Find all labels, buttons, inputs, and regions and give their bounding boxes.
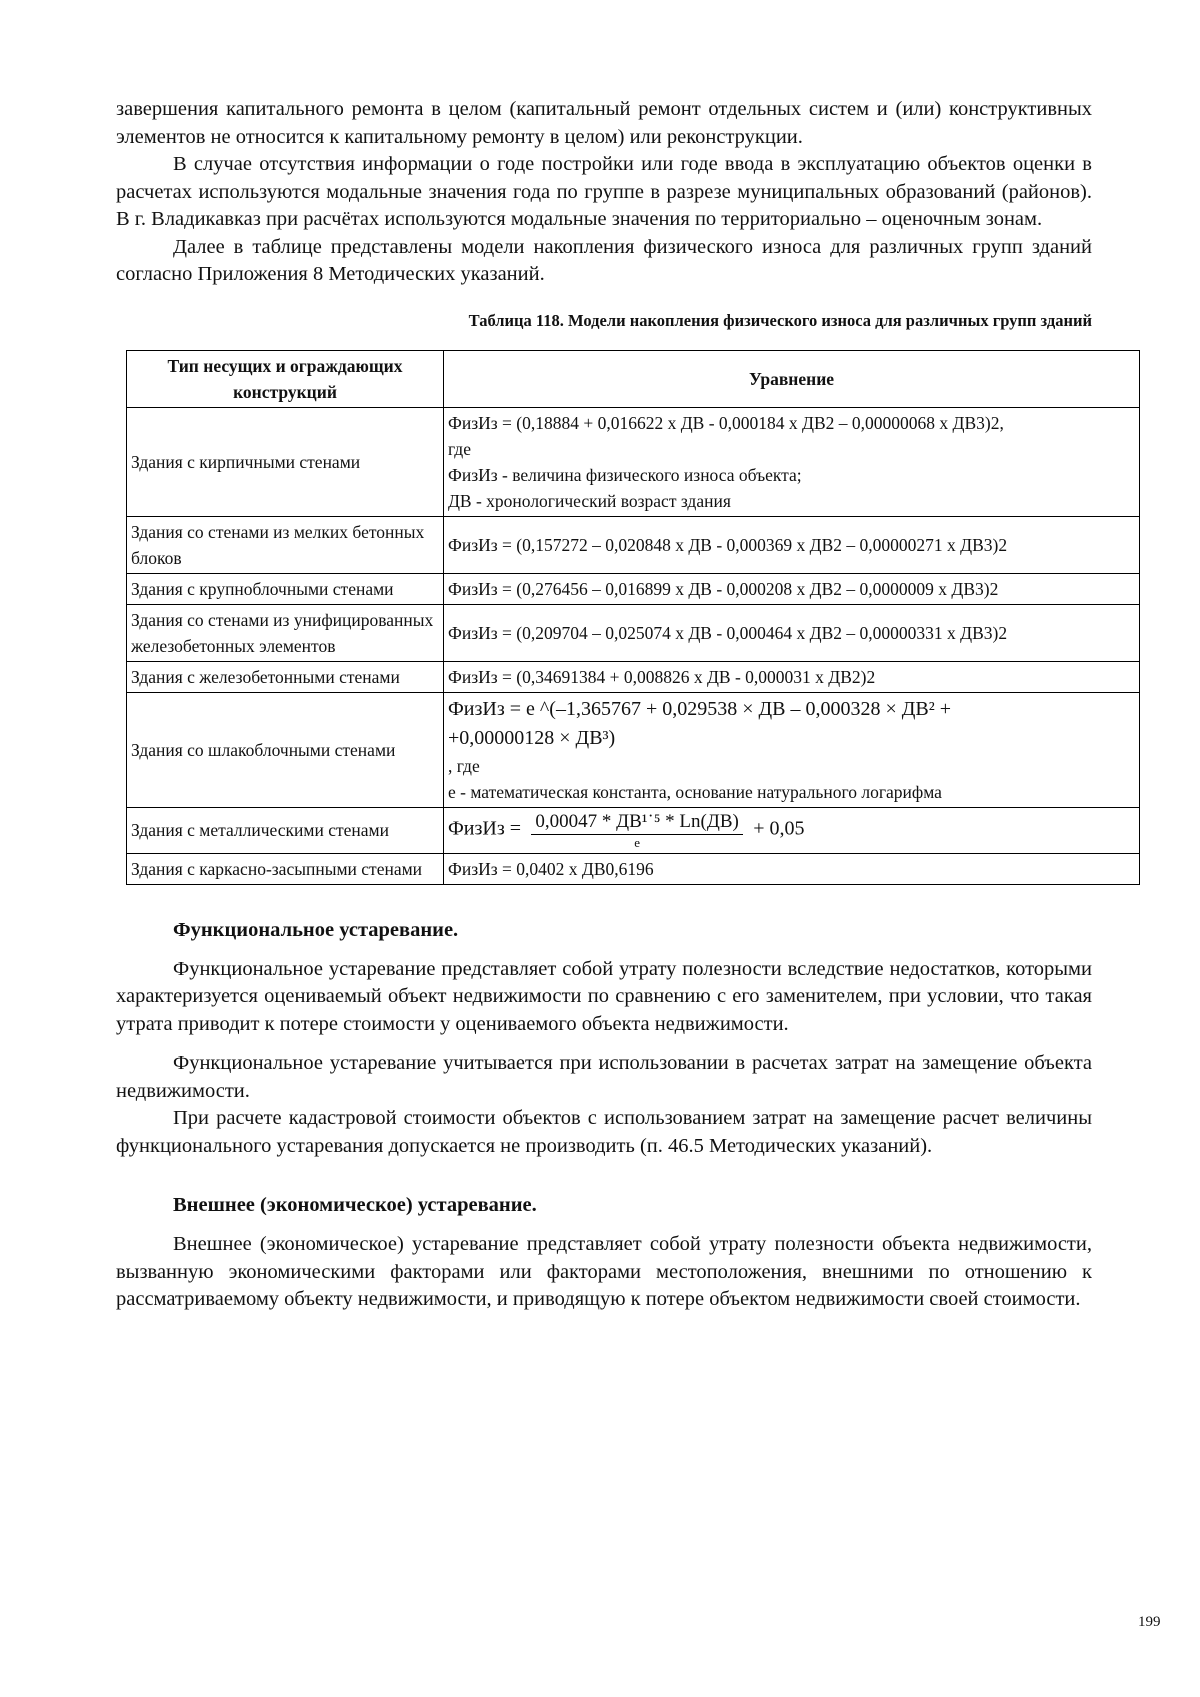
formula-line: e - математическая константа, основание натурального логарифма <box>448 781 942 802</box>
formula-line: ФизИз - величина физического износа объекта; <box>448 464 802 485</box>
formula-line: , где <box>448 755 480 776</box>
formula-line: ФизИз = (0,18884 + 0,016622 х ДВ - 0,000184 х ДВ2 – 0,00000068 х ДВ3)2, <box>448 412 1004 433</box>
row-type-cell: Здания со стенами из унифицированных железобетонных элементов <box>127 604 444 661</box>
page-number: 199 <box>1138 1614 1161 1630</box>
formula-line: ФизИз = e ^(–1,365767 + 0,029538 × ДВ – 0,000328 × ДВ² + <box>448 697 952 720</box>
paragraph: Функциональное устаревание представляет собой утрату полезности вследствие недостатков, которыми характеризуется оцениваемый объект недвижимости по сравнению с его заменителем, при условии, что такая утрата приводит к потере стоимости у оцениваемого объекта недвижимости. <box>116 957 1092 1035</box>
table-row <box>127 807 1140 853</box>
header-construction-type: Тип несущих и ограждающих конструкций <box>127 350 444 407</box>
paragraph-modal-values: В случае отсутствия информации о годе постройки или годе ввода в эксплуатацию объектов оценки в расчетах используются модальные значения года по группе в разрезе муниципальных образований (районов). В г. Владикавказ при расчётах используются модальные значения по территориально – оценочным зонам. <box>116 153 1092 230</box>
formula-rhs: + 0,05 <box>753 817 805 840</box>
paragraph: Функциональное устаревание учитывается при использовании в расчетах затрат на замещение объекта недвижимости. <box>116 1052 1092 1102</box>
paragraph: Внешнее (экономическое) устаревание представляет собой утрату полезности объекта недвижимости, вызванную экономическими факторами или факторами местоположения, внешними по отношению к рассматриваемому объекту недвижимости, и приводящую к потере объектом недвижимости своей стоимости. <box>116 1233 1092 1310</box>
formula-line: ДВ - хронологический возраст здания <box>448 490 731 511</box>
row-formula-cell <box>444 407 1140 516</box>
table-row <box>127 692 1140 807</box>
table-row <box>127 407 1140 516</box>
row-formula-cell: ФизИз = (0,157272 – 0,020848 х ДВ - 0,000369 х ДВ2 – 0,00000271 х ДВ3)2 <box>444 516 1140 573</box>
fraction-denominator: e <box>634 834 641 850</box>
row-formula-cell: ФизИз = (0,276456 – 0,016899 х ДВ - 0,000208 х ДВ2 – 0,0000009 х ДВ3)2 <box>444 573 1140 604</box>
paragraph: При расчете кадастровой стоимости объектов с использованием затрат на замещение расчет величины функционального устаревания допускается не производить (п. 46.5 Методических указаний). <box>116 1107 1092 1157</box>
row-type-cell: Здания с железобетонными стенами <box>127 661 444 692</box>
formula-line: +0,00000128 × ДВ³) <box>448 726 616 749</box>
paragraph-continuation: завершения капитального ремонта в целом (капитальный ремонт отдельных систем и (или) конструктивных элементов не относится к капитальному ремонту в целом) или реконструкции. <box>116 98 1092 148</box>
wear-models-table <box>126 350 1140 885</box>
table-header-row <box>127 350 1140 407</box>
paragraph-table-intro: Далее в таблице представлены модели накопления физического износа для различных групп зданий согласно Приложения 8 Методических указаний. <box>116 235 1092 285</box>
fraction-numerator: 0,00047 * ДВ¹˙⁵ * Ln(ДВ) <box>531 810 742 835</box>
header-equation: Уравнение <box>444 350 1140 407</box>
row-formula-cell: ФизИз = (0,34691384 + 0,008826 х ДВ - 0,000031 х ДВ2)2 <box>444 661 1140 692</box>
row-formula-cell: ФизИз = 0,0402 х ДВ0,6196 <box>444 853 1140 884</box>
heading-external-obsolescence: Внешнее (экономическое) устаревание. <box>173 1194 537 1216</box>
formula-lhs: ФизИз = <box>448 817 522 840</box>
row-formula-cell <box>444 692 1140 807</box>
row-type-cell: Здания с каркасно-засыпными стенами <box>127 853 444 884</box>
formula-fraction <box>531 810 742 851</box>
row-type-cell: Здания со шлакоблочными стенами <box>127 692 444 807</box>
formula-line: где <box>448 438 471 459</box>
table-caption: Таблица 118. Модели накопления физического износа для различных групп зданий <box>468 310 1092 330</box>
row-formula-cell: ФизИз = (0,209704 – 0,025074 х ДВ - 0,000464 х ДВ2 – 0,00000331 х ДВ3)2 <box>444 604 1140 661</box>
row-type-cell: Здания со стенами из мелких бетонных блоков <box>127 516 444 573</box>
table-row <box>127 516 1140 573</box>
document-page <box>116 96 1092 1314</box>
table-row <box>127 573 1140 604</box>
row-type-cell: Здания с кирпичными стенами <box>127 407 444 516</box>
row-formula-cell <box>444 807 1140 853</box>
table-row <box>127 661 1140 692</box>
table-row <box>127 853 1140 884</box>
row-type-cell: Здания с крупноблочными стенами <box>127 573 444 604</box>
heading-functional-obsolescence: Функциональное устаревание. <box>173 918 459 941</box>
row-type-cell: Здания с металлическими стенами <box>127 807 444 853</box>
table-row <box>127 604 1140 661</box>
